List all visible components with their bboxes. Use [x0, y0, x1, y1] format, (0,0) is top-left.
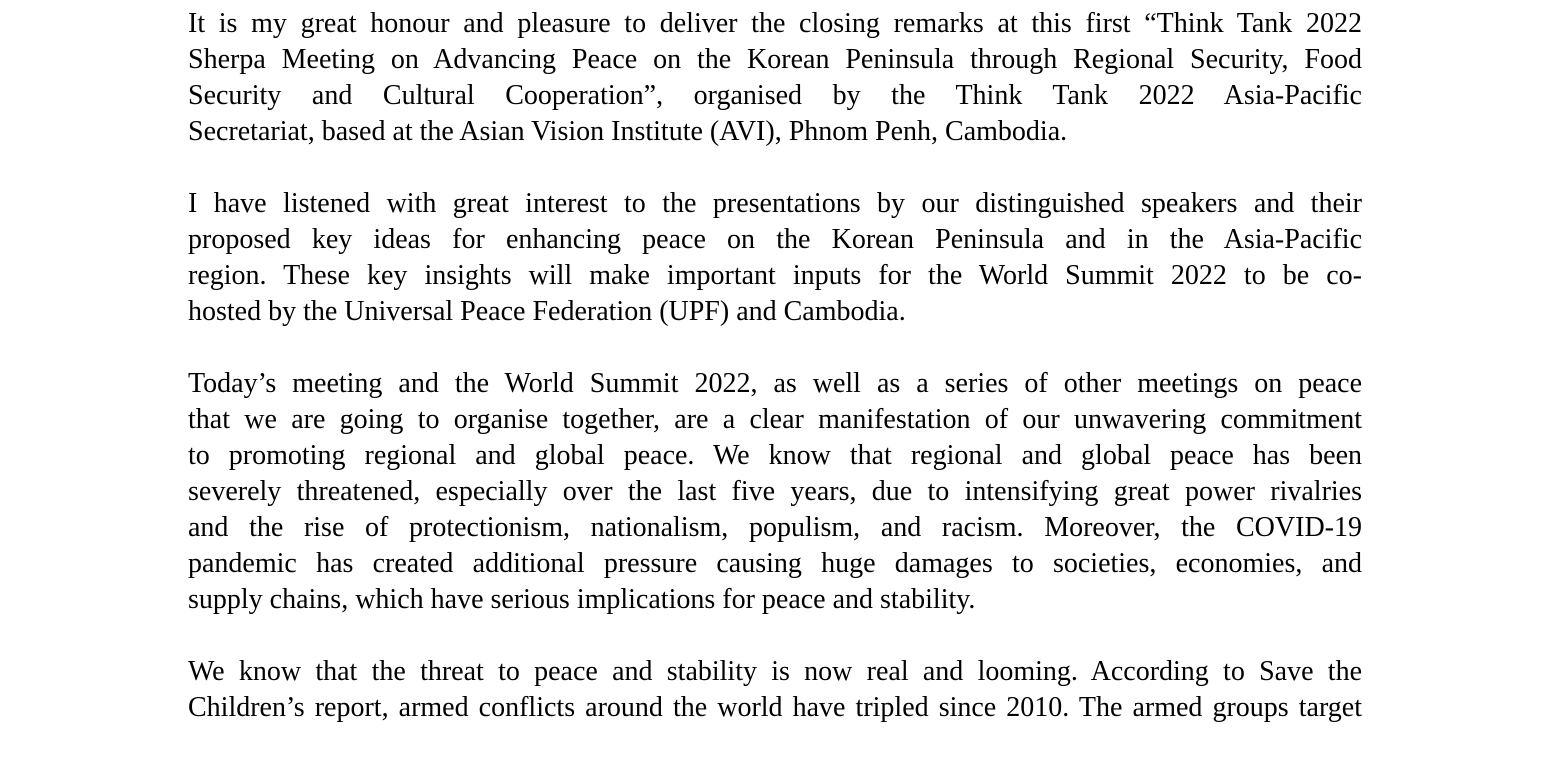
text-line: Sherpa Meeting on Advancing Peace on the Korean Peninsula through Regional Security, Food	[188, 44, 1362, 75]
text-line: Secretariat, based at the Asian Vision Institute (AVI), Phnom Penh, Cambodia.	[188, 116, 1068, 147]
paragraph-presentations	[188, 186, 1362, 330]
text-line: We know that the threat to peace and stability is now real and looming. According to Save the	[188, 656, 1362, 687]
text-line: Security and Cultural Cooperation”, organised by the Think Tank 2022 Asia-Pacific	[188, 80, 1362, 111]
text-line: severely threatened, especially over the last five years, due to intensifying great power rivalries	[188, 476, 1362, 507]
paragraph-threat	[188, 654, 1362, 726]
text-line: hosted by the Universal Peace Federation (UPF) and Cambodia.	[188, 296, 906, 327]
text-line: I have listened with great interest to the presentations by our distinguished speakers and their	[188, 188, 1362, 219]
paragraph-opening	[188, 6, 1362, 150]
text-line: It is my great honour and pleasure to deliver the closing remarks at this first “Think Tank 2022	[188, 8, 1362, 39]
text-line: that we are going to organise together, are a clear manifestation of our unwavering commitment	[188, 404, 1362, 435]
text-line: region. These key insights will make important inputs for the World Summit 2022 to be co-	[188, 260, 1362, 291]
text-line: supply chains, which have serious implications for peace and stability.	[188, 584, 976, 615]
text-line: to promoting regional and global peace. We know that regional and global peace has been	[188, 440, 1362, 471]
document-body	[188, 6, 1362, 762]
text-line: proposed key ideas for enhancing peace on the Korean Peninsula and in the Asia-Pacific	[188, 224, 1362, 255]
text-line: Children’s report, armed conflicts around the world have tripled since 2010. The armed groups target	[188, 692, 1362, 723]
paragraph-world-summit	[188, 366, 1362, 618]
text-line: pandemic has created additional pressure causing huge damages to societies, economies, and	[188, 548, 1362, 579]
text-line: Today’s meeting and the World Summit 2022, as well as a series of other meetings on peace	[188, 368, 1362, 399]
text-line: and the rise of protectionism, nationalism, populism, and racism. Moreover, the COVID-19	[188, 512, 1362, 543]
